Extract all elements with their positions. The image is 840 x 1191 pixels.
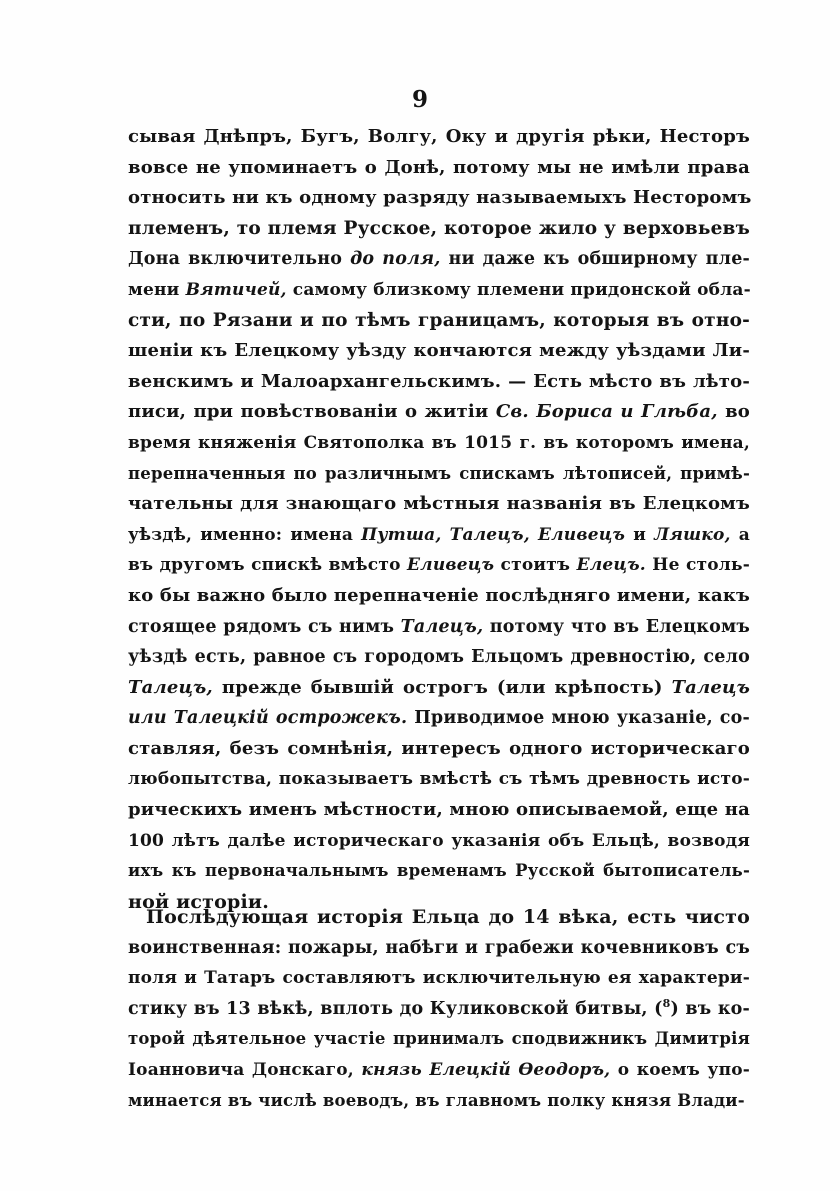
text-line [128,795,750,826]
text-run: стоитъ [494,555,577,576]
text-run: время княженія Святополка въ 1015 г. въ которомъ имена, [128,432,750,453]
text-run: ко бы важно было перепначеніе послѣдняго имени, какъ [128,584,751,606]
footnote-ref: 8 [662,996,671,1010]
text-run: перепначенныя по различнымъ спискамъ лѣтописей, примѣ- [128,463,750,483]
text-run: рическихъ именъ мѣстности, мною описываемой, еще на [128,799,750,821]
text-line [128,214,750,245]
text-run: Іоанновича Донскаго, [128,1059,362,1080]
text-line [128,550,750,581]
text-line [128,856,750,887]
italic-text: Ляшко, [654,524,731,545]
text-line [128,612,750,643]
text-run: писи, при повѣствованіи о житіи [128,401,496,423]
text-run: сывая Днѣпръ, Бугъ, Волгу, Оку и другія рѣки, Несторъ [128,126,750,147]
text-run: вовсе не упоминаетъ о Донѣ, потому мы не имѣли права [128,156,750,178]
italic-text: Еливецъ [407,555,495,576]
text-line [128,826,750,857]
text-run: во [717,401,750,423]
text-line [128,1086,750,1117]
text-run: поля и Татаръ составляютъ исключительную ея характери- [128,968,750,989]
italic-text: князь Елецкій Ѳеодоръ, [361,1059,611,1080]
text-run: а [730,524,750,545]
text-run: Дона включительно [128,249,351,270]
text-run: потому что въ Елецкомъ [483,616,750,637]
italic-text: Талецъ, [128,676,213,698]
text-run: Не столь- [645,555,750,576]
text-line [128,183,750,214]
text-line [128,306,750,337]
text-line [128,336,750,367]
italic-text: Талецъ [671,676,750,698]
text-line [128,963,750,994]
paragraph-1 [128,122,750,917]
text-run: относить ни къ одному разряду называемыхъ Несторомъ [128,187,752,209]
text-line [128,428,750,459]
text-run: 100 лѣтъ далѣе историческаго указанія объ Ельцѣ, возводя [128,830,750,851]
text-line [128,459,750,490]
text-line [128,764,750,795]
text-run: торой дѣятельное участіе принималъ сподвижникъ Димитрія [128,1029,750,1049]
text-run: чательны для знающаго мѣстныя названія въ Елецкомъ [128,493,750,515]
text-run: стику въ 13 вѣкѣ, вплоть до Куликовской битвы, ( [128,998,663,1019]
text-run: ) въ ко- [670,998,750,1019]
text-line [128,642,750,673]
text-line [128,275,750,306]
text-run: ихъ къ первоначальнымъ временамъ Русской бытописатель- [128,861,750,881]
text-run: стоящее рядомъ съ нимъ [128,616,401,637]
text-line [128,1055,750,1086]
text-run: мени [128,279,186,300]
text-line [128,581,750,612]
text-run: ни даже къ обширному пле- [440,249,750,270]
text-line [128,244,750,275]
text-line [128,153,750,184]
text-line [128,933,750,964]
text-run: племенъ, то племя Русское, которое жило у верховьевъ [128,217,750,239]
page-number: 9 [411,86,428,113]
italic-text: Путша, Талецъ, Еливецъ [361,524,626,545]
text-line [128,673,750,704]
text-line [128,489,750,520]
italic-text: Елецъ. [576,555,646,576]
text-line [128,1024,750,1055]
text-line [128,520,750,551]
text-run: о коемъ упо- [610,1059,751,1080]
paragraph-2 [128,902,750,1116]
italic-text: Вятичей, [185,279,287,300]
text-run: въ другомъ спискѣ вмѣсто [128,555,408,576]
text-line [128,902,750,933]
text-run: сти, по Рязани и по тѣмъ границамъ, которыя въ отно- [128,309,750,331]
text-run: уѣздѣ, именно: имена [128,524,362,545]
text-run: минается въ числѣ воеводъ, въ главномъ полку князя Влади- [128,1090,745,1110]
text-run: шеніи къ Елецкому уѣзду кончаются между уѣздами Ли- [128,340,750,362]
text-run: самому близкому племени придонской обла- [286,279,751,300]
text-line [128,122,750,153]
text-run: уѣздѣ есть, равное съ городомъ Ельцомъ древностію, село [128,647,750,668]
text-run: прежде бывшій острогъ (или крѣпость) [212,676,672,698]
text-run: ной исторіи. [128,890,270,913]
text-line [128,994,750,1025]
italic-text: Св. Бориса и Глѣба, [495,401,718,423]
text-run: и [625,524,655,545]
text-run: любопытства, показываетъ вмѣстѣ съ тѣмъ древность исто- [128,769,750,790]
text-line [128,734,750,765]
text-line [128,367,750,398]
italic-text: до поля, [350,249,441,270]
italic-text: Талецъ, [400,616,484,637]
text-line [128,703,750,734]
italic-text: или Талецкій острожекъ. [128,708,408,729]
text-run: ставляя, безъ сомнѣнія, интересъ одного историческаго [128,737,750,759]
text-line [128,397,750,428]
text-run: Послѣдующая исторія Ельца до 14 вѣка, есть чисто [146,906,750,928]
text-run: воинственная: пожары, набѣги и грабежи кочевниковъ съ [128,937,750,958]
text-run: венскимъ и Малоархангельскимъ. — Есть мѣсто въ лѣто- [128,370,750,392]
text-run: Приводимое мною указаніе, со- [407,708,750,729]
